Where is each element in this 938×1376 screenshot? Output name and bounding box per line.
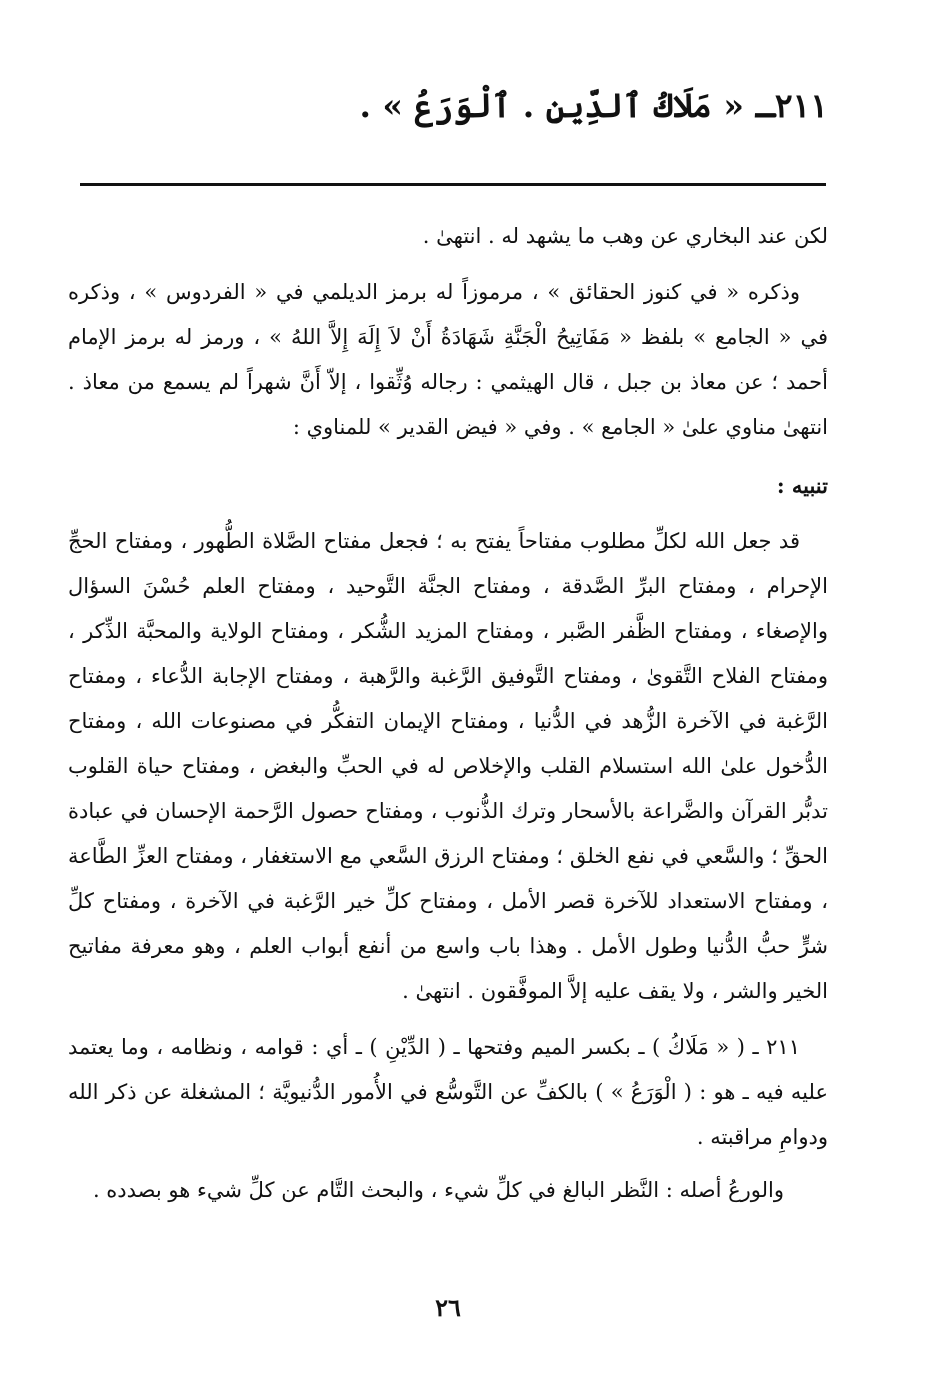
- hadith-heading: ٢١١ـ « مَلَاكُ ٱلدِّينِ . ٱلْوَرَعُ » .: [359, 86, 828, 125]
- page-number: ٢٦: [435, 1293, 461, 1322]
- paragraph-sources: وذكره « في كنوز الحقائق » ، مرموزاً له برمز الديلمي في « الفردوس » ، وذكره في « الجامع » بلفظ « مَفَاتِيحُ الْجَنَّةِ شَهَادَةُ أَنْ لاَ إِلَهَ إِلاَّ اللهُ » ، ورمز له برمز الإمام أحمد ؛ عن معاذ بن جبل ، قال الهيثمي : رجاله وُثِّقوا ، إلاّ أَنَّ شهراً لم يسمع من معاذ . انتهىٰ مناوي علىٰ « الجامع » . وفي « فيض القدير » للمناوي :: [68, 280, 828, 439]
- book-page: [68, 0, 828, 1376]
- note-label: تنبيه :: [776, 473, 828, 498]
- paragraph-bukhari-note: لكن عند البخاري عن وهب ما يشهد له . انتهىٰ .: [422, 224, 828, 248]
- paragraph-commentary: ٢١١ ـ ( « مَلَاكُ ) ـ بكسر الميم وفتحها ـ ( الدِّيْنِ ) ـ أي : قوامه ، ونظامه ، وما يعتمد عليه فيه ـ هو : ( الْوَرَعُ » ) بالكفِّ عن التَّوسُّع في الأُمور الدُّنيويَّة ؛ المشغلة عن ذكر الله ودوامِ مراقبته .: [68, 1035, 828, 1149]
- heading-divider: [80, 183, 826, 186]
- paragraph-wara-definition: والورعُ أصله : النَّظر البالغ في كلِّ شيء ، والبحث التَّام عن كلِّ شيء هو بصدده .: [92, 1178, 784, 1202]
- page-body: [68, 214, 828, 1213]
- paragraph-keys: قد جعل الله لكلِّ مطلوب مفتاحاً يفتح به ؛ فجعل مفتاح الصَّلاة الطُّهور ، ومفتاح الحجِّ الإحرام ، ومفتاح البرِّ الصَّدقة ، ومفتاح الجنَّة التَّوحيد ، ومفتاح العلم حُسْنَ السؤال والإصغاء ، ومفتاح الظَّفر الصَّبر ، ومفتاح المزيد الشُّكر ، ومفتاح الولاية والمحبَّة الذِّكر ، ومفتاح الفلاح التَّقوىٰ ، ومفتاح التَّوفيق الرَّغبة والرَّهبة ، ومفتاح الإجابة الدُّعاء ، ومفتاح الرَّغبة في الآخرة الزُّهد في الدُّنيا ، ومفتاح الإيمان التفكُّر في مصنوعات الله ، ومفتاح الدُّخول علىٰ الله استسلام القلب والإخلاص له في الحبِّ والبغض ، ومفتاح حياة القلوب تدبُّر القرآن والضَّراعة بالأسحار وترك الذُّنوب ، ومفتاح حصول الرَّحمة الإحسان في عبادة الحقِّ ؛ والسَّعي في نفع الخلق ؛ ومفتاح الرزق السَّعي مع الاستغفار ، ومفتاح العزِّ الطَّاعة ، ومفتاح الاستعداد للآخرة قصر الأمل ، ومفتاح كلِّ خير الرَّغبة في الآخرة ، ومفتاح كلِّ شرٍّ حبُّ الدُّنيا وطول الأمل . وهذا باب واسع من أنفع أبواب العلم ، وهو معرفة مفاتيح الخير والشر ، ولا يقف عليه إلاَّ الموفَّقون . انتهىٰ .: [68, 529, 828, 1003]
